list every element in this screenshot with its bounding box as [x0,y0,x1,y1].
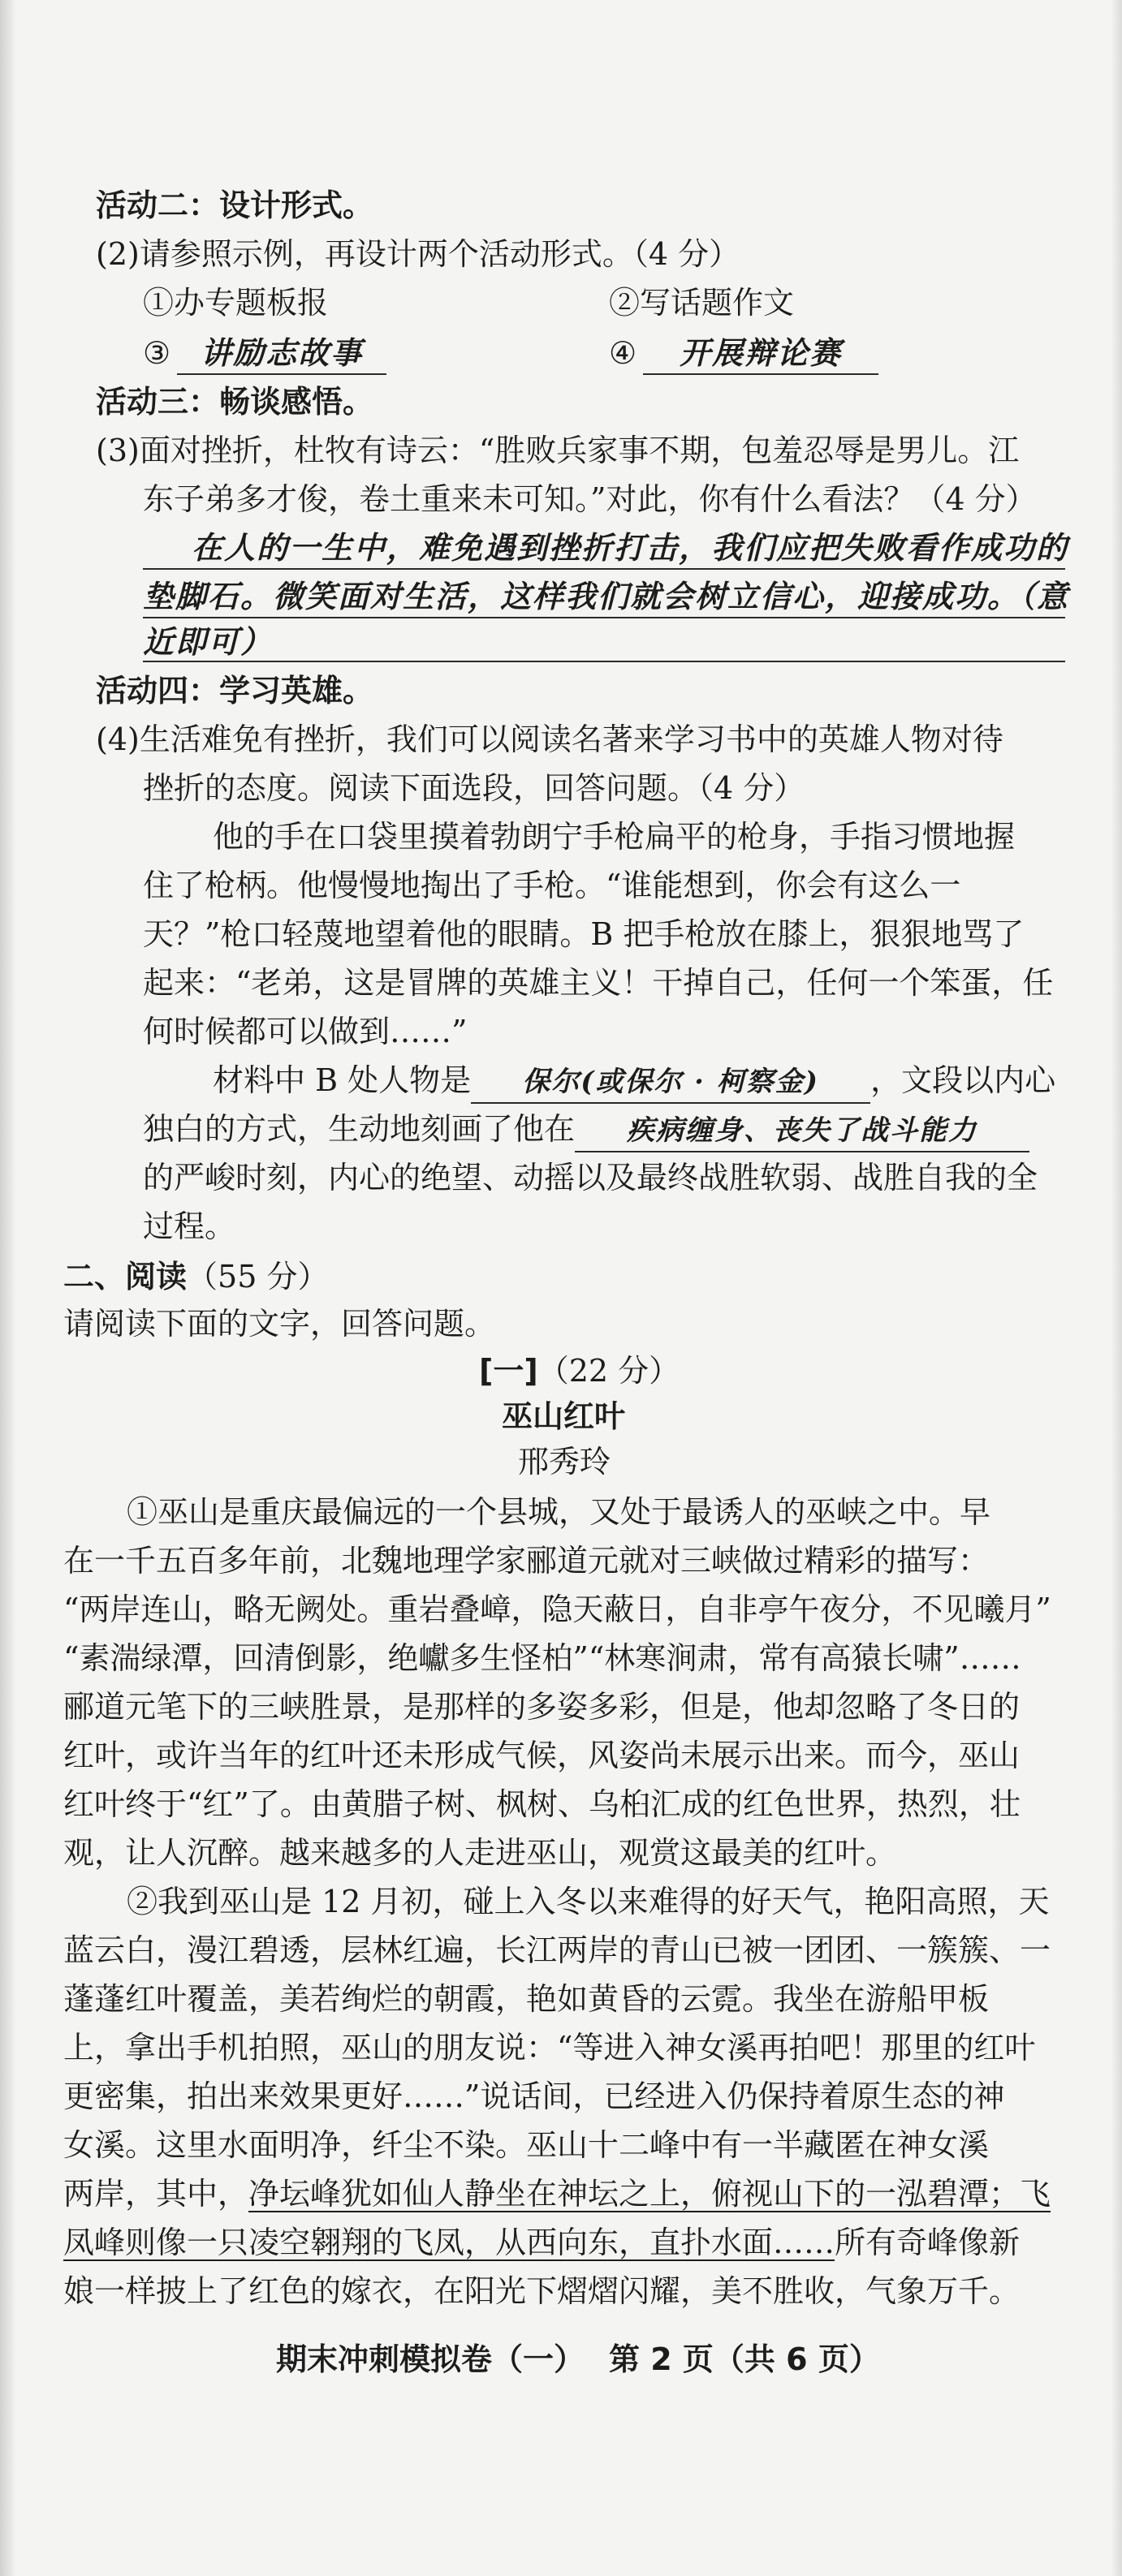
answer-rule [143,661,1065,662]
section-score: （55 分） [187,1259,329,1294]
answer-4-handwritten: 开展辩论赛 [643,333,878,375]
question-4-line-1: (4)生活难免有挫折，我们可以阅读名著来学习书中的英雄人物对待 [96,722,1003,757]
example-1: ①办专题板报 [143,285,329,321]
activity-3-heading: 活动三：畅谈感悟。 [96,384,374,420]
article-line: 蓬蓬红叶覆盖，美若绚烂的朝霞，艳如黄昏的云霓。我坐在游船甲板 [63,1981,990,2017]
answer-3-handwritten: 讲励志故事 [177,333,386,375]
excerpt-line-5: 何时候都可以做到……” [143,1014,468,1049]
article-line: ①巫山是重庆最偏远的一个县城，又处于最诱人的巫峡之中。早 [127,1494,991,1530]
activity-2-heading: 活动二：设计形式。 [96,187,374,223]
page-shadow-right [1111,0,1122,2576]
article-line: “两岸连山，略无阙处。重岩叠嶂，隐天蔽日，自非亭午夜分，不见曦月” [63,1592,1051,1627]
article-title: 巫山红叶 [502,1398,626,1434]
example-2: ②写话题作文 [609,285,795,321]
answer-3-text-line-1: 在人的一生中，难免遇到挫折打击，我们应把失败看作成功的 [192,529,1069,566]
underlined-sentence: 凤峰则像一只凌空翱翔的飞凤，从西向东，直扑水面…… [63,2225,835,2260]
article-author: 邢秀玲 [518,1444,611,1480]
excerpt-line-3: 天？”枪口轻蔑地望着他的眼睛。B 把手枪放在膝上，狠狠地骂了 [143,916,1025,952]
excerpt-line-1: 他的手在口袋里摸着勃朗宁手枪扁平的枪身，手指习惯地握 [213,819,1016,855]
question-2: (2)请参照示例，再设计两个活动形式。（4 分） [96,236,740,272]
part-label: [一] [479,1353,538,1389]
answer-3-text-line-3: 近即可） [143,623,274,660]
material-text: ，文段以内心 [870,1062,1056,1098]
answer-3-number: ③ [143,335,171,371]
section-2-heading [63,1256,328,1297]
article-text: 所有奇峰像新 [835,2225,1021,2260]
question-3-line-1: (3)面对挫折，杜牧有诗云：“胜败兵家事不期，包羞忍辱是男儿。江 [96,433,1020,468]
article-line: 红叶，或许当年的红叶还未形成气候，风姿尚未展示出来。而今，巫山 [63,1738,1021,1773]
page-footer [276,2339,880,2380]
answer-3-label [143,333,386,375]
page-shadow-left [0,0,16,2576]
answer-rule [143,568,1065,570]
answer-4-number: ④ [609,335,637,371]
underlined-sentence: 净坛峰犹如仙人静坐在神坛之上，俯视山下的一泓碧潭；飞 [248,2176,1051,2212]
article-line: 女溪。这里水面明净，纤尘不染。巫山十二峰中有一半藏匿在神女溪 [63,2127,990,2163]
question-3-line-2: 东子弟多才俊，卷土重来未可知。”对此，你有什么看法？（4 分） [143,481,1037,517]
answer-situation-handwritten: 疾病缠身、丧失了战斗能力 [575,1110,1029,1152]
article-line: ②我到巫山是 12 月初，碰上入冬以来难得的好天气，艳阳高照，天 [127,1884,1050,1919]
part-heading [479,1350,680,1391]
answer-rule [143,617,1065,618]
article-text: 两岸，其中， [63,2176,249,2212]
excerpt-line-2: 住了枪柄。他慢慢地掏出了手枪。“谁能想到，你会有这么一 [143,868,961,903]
material-text: 独白的方式，生动地刻画了他在 [143,1111,576,1147]
article-line: 观，让人沉醉。越来越多的人走进巫山，观赏这最美的红叶。 [63,1835,897,1871]
article-line: 在一千五百多年前，北魏地理学家郦道元就对三峡做过精彩的描写： [63,1543,990,1579]
question-4-line-2: 挫折的态度。阅读下面选段，回答问题。（4 分） [143,770,805,806]
answer-3-text-line-2: 垫脚石。微笑面对生活，这样我们就会树立信心，迎接成功。（意 [143,578,1070,614]
article-line: 上，拿出手机拍照，巫山的朋友说：“等进入神女溪再拍吧！那里的红叶 [63,2030,1036,2066]
answer-character-handwritten: 保尔(或保尔 · 柯察金) [471,1062,870,1104]
reading-instruction: 请阅读下面的文字，回答问题。 [63,1306,496,1342]
article-line [63,2173,1051,2214]
article-line: “素湍绿潭，回清倒影，绝巘多生怪柏”“林寒涧肃，常有高猿长啸”…… [63,1640,1021,1676]
article-line: 娘一样披上了红色的嫁衣，在阳光下熠熠闪耀，美不胜收，气象万千。 [63,2273,1021,2309]
article-line: 蓝云白，漫江碧透，层林红遍，长江两岸的青山已被一团团、一簇簇、一 [63,1932,1051,1968]
activity-4-heading: 活动四：学习英雄。 [96,673,374,709]
part-score: （22 分） [537,1353,680,1389]
answer-4-label [609,333,878,375]
material-line-3: 的严峻时刻，内心的绝望、动摇以及最终战胜软弱、战胜自我的全 [143,1160,1038,1195]
material-line-4: 过程。 [143,1208,236,1244]
section-title: 二、阅读 [63,1259,188,1294]
material-text: 材料中 B 处人物是 [213,1062,472,1098]
article-line [63,2222,1020,2263]
article-line: 更密集，拍出来效果更好……”说话间，已经进入仍保持着原生态的神 [63,2078,1005,2114]
material-line-1 [213,1060,1055,1104]
article-line: 红叶终于“红”了。由黄腊子树、枫树、乌桕汇成的红色世界，热烈，壮 [63,1786,1021,1822]
article-line: 郦道元笔下的三峡胜景，是那样的多姿多彩，但是，他却忽略了冬日的 [63,1689,1021,1725]
footer-title: 期末冲刺模拟卷（一） [276,2341,585,2377]
excerpt-line-4: 起来：“老弟，这是冒牌的英雄主义！干掉自己，任何一个笨蛋，任 [143,965,1054,1001]
footer-page-number: 第 2 页（共 6 页） [609,2341,880,2377]
material-line-2 [143,1109,1029,1152]
